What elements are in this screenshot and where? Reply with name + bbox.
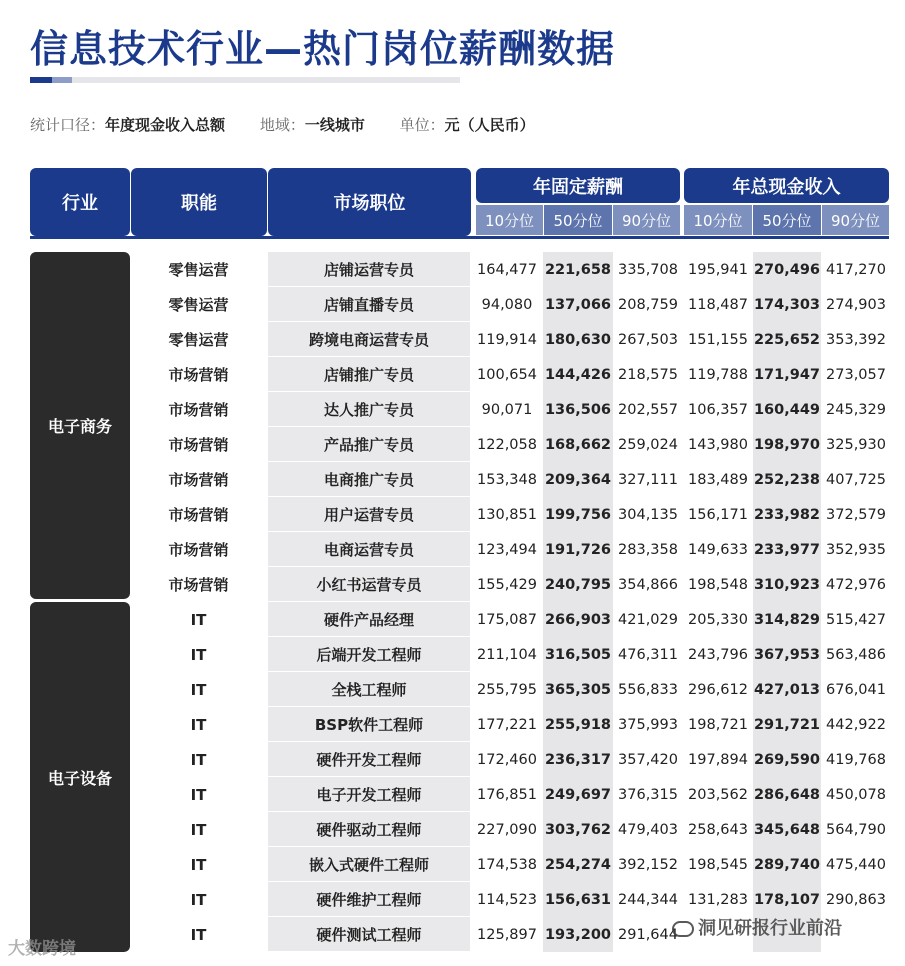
total-p50-cell: 178,107 xyxy=(753,882,821,917)
page-title: 信息技术行业—热门岗位薪酬数据 xyxy=(30,27,616,71)
function-cell: IT xyxy=(190,610,207,629)
header-divider xyxy=(30,236,889,239)
table-row xyxy=(130,462,890,497)
total-p50-cell: 367,953 xyxy=(753,637,821,672)
fixed-p90-cell: 375,993 xyxy=(618,716,678,733)
meta-line xyxy=(30,114,565,135)
total-p50-cell: 289,740 xyxy=(753,847,821,882)
fixed-p10-cell: 177,221 xyxy=(477,716,537,733)
function-cell: IT xyxy=(190,855,207,874)
fixed-p90-cell: 291,644 xyxy=(618,926,678,943)
position-cell: 硬件开发工程师 xyxy=(268,742,470,777)
table-row xyxy=(130,357,890,392)
fixed-p10-cell: 114,523 xyxy=(477,891,537,908)
total-p90-cell: 417,270 xyxy=(826,261,886,278)
position-cell: 店铺推广专员 xyxy=(268,357,470,392)
fixed-p90-cell: 376,315 xyxy=(618,786,678,803)
position-cell: 用户运营专员 xyxy=(268,497,470,532)
total-p10-cell: 106,357 xyxy=(688,401,748,418)
function-cell: 零售运营 xyxy=(168,296,229,314)
fixed-p50-cell: 199,756 xyxy=(543,497,613,532)
function-cell: IT xyxy=(190,820,207,839)
function-cell: IT xyxy=(190,645,207,664)
total-p90-cell: 290,863 xyxy=(826,891,886,908)
position-cell: 嵌入式硬件工程师 xyxy=(268,847,470,882)
total-p10-cell: 258,643 xyxy=(688,821,748,838)
total-p90-cell: 352,935 xyxy=(826,541,886,558)
fixed-p10-cell: 90,071 xyxy=(481,401,533,418)
total-p90-cell: 353,392 xyxy=(826,331,886,348)
total-p90-cell: 274,903 xyxy=(826,296,886,313)
table-row xyxy=(130,812,890,847)
position-cell: 店铺运营专员 xyxy=(268,252,470,287)
fixed-p90-cell: 479,403 xyxy=(618,821,678,838)
position-cell: 达人推广专员 xyxy=(268,392,470,427)
total-p10-cell: 143,980 xyxy=(688,436,748,453)
fixed-p90-cell: 267,503 xyxy=(618,331,678,348)
fixed-p50-cell: 156,631 xyxy=(543,882,613,917)
table-row xyxy=(130,847,890,882)
function-cell: IT xyxy=(190,925,207,944)
table-row xyxy=(130,637,890,672)
function-cell: 市场营销 xyxy=(168,436,229,454)
total-p50-cell: 310,923 xyxy=(753,567,821,602)
table-row xyxy=(130,602,890,637)
header-fixed-p50: 50分位 xyxy=(544,205,612,235)
total-p50-cell: 225,652 xyxy=(753,322,821,357)
wechat-icon xyxy=(672,921,694,937)
fixed-p10-cell: 94,080 xyxy=(481,296,533,313)
fixed-p10-cell: 122,058 xyxy=(477,436,537,453)
function-cell: IT xyxy=(190,890,207,909)
header-fixed-p10: 10分位 xyxy=(476,205,543,235)
title-underline xyxy=(30,77,460,83)
total-p10-cell: 131,283 xyxy=(688,891,748,908)
fixed-p10-cell: 174,538 xyxy=(477,856,537,873)
position-cell: 全栈工程师 xyxy=(268,672,470,707)
total-p50-cell: 198,970 xyxy=(753,427,821,462)
fixed-p10-cell: 155,429 xyxy=(477,576,537,593)
fixed-p50-cell: 180,630 xyxy=(543,322,613,357)
total-p10-cell: 195,941 xyxy=(688,261,748,278)
total-p10-cell: 198,545 xyxy=(688,856,748,873)
function-cell: 零售运营 xyxy=(168,261,229,279)
basis-key: 统计口径： xyxy=(30,116,106,134)
fixed-p10-cell: 175,087 xyxy=(477,611,537,628)
fixed-p50-cell: 266,903 xyxy=(543,602,613,637)
total-p10-cell: 203,562 xyxy=(688,786,748,803)
total-p50-cell: 314,829 xyxy=(753,602,821,637)
position-cell: 跨境电商运营专员 xyxy=(268,322,470,357)
header-total-p50: 50分位 xyxy=(753,205,821,235)
fixed-p90-cell: 327,111 xyxy=(618,471,678,488)
category-ecommerce: 电子商务 xyxy=(30,252,130,599)
table-row xyxy=(130,427,890,462)
table-row xyxy=(130,777,890,812)
total-p50-cell: 269,590 xyxy=(753,742,821,777)
total-p50-cell: 233,977 xyxy=(753,532,821,567)
fixed-p90-cell: 335,708 xyxy=(618,261,678,278)
table-row xyxy=(130,567,890,602)
total-p10-cell: 119,788 xyxy=(688,366,748,383)
header-industry: 行业 xyxy=(30,168,130,236)
unit-key: 单位： xyxy=(399,116,445,134)
fixed-p50-cell: 191,726 xyxy=(543,532,613,567)
total-p10-cell: 149,633 xyxy=(688,541,748,558)
region-value: 一线城市 xyxy=(304,116,365,134)
fixed-p50-cell: 221,658 xyxy=(543,252,613,287)
fixed-p50-cell: 303,762 xyxy=(543,812,613,847)
fixed-p90-cell: 244,344 xyxy=(618,891,678,908)
fixed-p10-cell: 255,795 xyxy=(477,681,537,698)
fixed-p90-cell: 476,311 xyxy=(618,646,678,663)
fixed-p10-cell: 119,914 xyxy=(477,331,537,348)
fixed-p90-cell: 304,135 xyxy=(618,506,678,523)
function-cell: IT xyxy=(190,750,207,769)
header-fixed-salary: 年固定薪酬 xyxy=(476,168,680,203)
total-p10-cell: 205,330 xyxy=(688,611,748,628)
function-cell: 零售运营 xyxy=(168,331,229,349)
table-row xyxy=(130,672,890,707)
position-cell: 店铺直播专员 xyxy=(268,287,470,322)
fixed-p10-cell: 164,477 xyxy=(477,261,537,278)
fixed-p50-cell: 365,305 xyxy=(543,672,613,707)
fixed-p50-cell: 168,662 xyxy=(543,427,613,462)
position-cell: BSP软件工程师 xyxy=(268,707,470,742)
table-row xyxy=(130,532,890,567)
position-cell: 电子开发工程师 xyxy=(268,777,470,812)
position-cell: 小红书运营专员 xyxy=(268,567,470,602)
header-fixed-p90: 90分位 xyxy=(613,205,680,235)
total-p90-cell: 325,930 xyxy=(826,436,886,453)
total-p10-cell: 296,612 xyxy=(688,681,748,698)
fixed-p10-cell: 153,348 xyxy=(477,471,537,488)
total-p50-cell: 270,496 xyxy=(753,252,821,287)
fixed-p50-cell: 193,200 xyxy=(543,917,613,952)
position-cell: 产品推广专员 xyxy=(268,427,470,462)
position-cell: 电商运营专员 xyxy=(268,532,470,567)
total-p90-cell: 442,922 xyxy=(826,716,886,733)
total-p10-cell: 183,489 xyxy=(688,471,748,488)
total-p90-cell: 450,078 xyxy=(826,786,886,803)
region-key: 地域： xyxy=(259,116,305,134)
fixed-p50-cell: 137,066 xyxy=(543,287,613,322)
basis-value: 年度现金收入总额 xyxy=(105,116,226,134)
total-p10-cell: 156,171 xyxy=(688,506,748,523)
total-p50-cell: 286,648 xyxy=(753,777,821,812)
fixed-p10-cell: 172,460 xyxy=(477,751,537,768)
fixed-p10-cell: 100,654 xyxy=(477,366,537,383)
fixed-p10-cell: 125,897 xyxy=(477,926,537,943)
fixed-p90-cell: 218,575 xyxy=(618,366,678,383)
header-function: 职能 xyxy=(131,168,267,236)
total-p50-cell: 427,013 xyxy=(753,672,821,707)
fixed-p50-cell: 255,918 xyxy=(543,707,613,742)
function-cell: 市场营销 xyxy=(168,506,229,524)
fixed-p50-cell: 316,505 xyxy=(543,637,613,672)
watermark-right-text: 洞见研报行业前沿 xyxy=(698,918,842,939)
fixed-p90-cell: 208,759 xyxy=(618,296,678,313)
watermark-left: 大数跨境 xyxy=(8,939,76,959)
fixed-p90-cell: 283,358 xyxy=(618,541,678,558)
table-row xyxy=(130,742,890,777)
header-total-p10: 10分位 xyxy=(684,205,752,235)
fixed-p90-cell: 202,557 xyxy=(618,401,678,418)
function-cell: IT xyxy=(190,680,207,699)
total-p50-cell: 252,238 xyxy=(753,462,821,497)
fixed-p90-cell: 556,833 xyxy=(618,681,678,698)
total-p50-cell: 233,982 xyxy=(753,497,821,532)
fixed-p50-cell: 249,697 xyxy=(543,777,613,812)
fixed-p90-cell: 392,152 xyxy=(618,856,678,873)
function-cell: IT xyxy=(190,715,207,734)
fixed-p50-cell: 240,795 xyxy=(543,567,613,602)
fixed-p90-cell: 421,029 xyxy=(618,611,678,628)
fixed-p10-cell: 211,104 xyxy=(477,646,537,663)
fixed-p90-cell: 357,420 xyxy=(618,751,678,768)
table-row xyxy=(130,287,890,322)
fixed-p10-cell: 227,090 xyxy=(477,821,537,838)
position-cell: 硬件驱动工程师 xyxy=(268,812,470,847)
total-p90-cell: 372,579 xyxy=(826,506,886,523)
total-p10-cell: 198,548 xyxy=(688,576,748,593)
total-p10-cell: 151,155 xyxy=(688,331,748,348)
fixed-p50-cell: 136,506 xyxy=(543,392,613,427)
header-total-cash: 年总现金收入 xyxy=(684,168,889,203)
total-p90-cell: 419,768 xyxy=(826,751,886,768)
total-p90-cell: 472,976 xyxy=(826,576,886,593)
header-total-p90: 90分位 xyxy=(822,205,889,235)
total-p10-cell: 198,721 xyxy=(688,716,748,733)
function-cell: 市场营销 xyxy=(168,541,229,559)
fixed-p50-cell: 209,364 xyxy=(543,462,613,497)
position-cell: 硬件产品经理 xyxy=(268,602,470,637)
fixed-p10-cell: 176,851 xyxy=(477,786,537,803)
total-p10-cell: 118,487 xyxy=(688,296,748,313)
total-p50-cell: 171,947 xyxy=(753,357,821,392)
fixed-p50-cell: 144,426 xyxy=(543,357,613,392)
function-cell: 市场营销 xyxy=(168,401,229,419)
fixed-p90-cell: 354,866 xyxy=(618,576,678,593)
fixed-p50-cell: 236,317 xyxy=(543,742,613,777)
total-p90-cell: 676,041 xyxy=(826,681,886,698)
table-row xyxy=(130,322,890,357)
function-cell: IT xyxy=(190,785,207,804)
fixed-p10-cell: 130,851 xyxy=(477,506,537,523)
function-cell: 市场营销 xyxy=(168,576,229,594)
position-cell: 硬件测试工程师 xyxy=(268,917,470,952)
fixed-p10-cell: 123,494 xyxy=(477,541,537,558)
total-p50-cell: 174,303 xyxy=(753,287,821,322)
total-p90-cell: 273,057 xyxy=(826,366,886,383)
total-p90-cell: 515,427 xyxy=(826,611,886,628)
category-electronics: 电子设备 xyxy=(30,602,130,952)
function-cell: 市场营销 xyxy=(168,471,229,489)
total-p50-cell: 345,648 xyxy=(753,812,821,847)
total-p90-cell: 475,440 xyxy=(826,856,886,873)
header-position: 市场职位 xyxy=(268,168,471,236)
watermark-right xyxy=(672,914,842,940)
table-row xyxy=(130,707,890,742)
table-row xyxy=(130,882,890,917)
total-p50-cell: 160,449 xyxy=(753,392,821,427)
position-cell: 后端开发工程师 xyxy=(268,637,470,672)
position-cell: 硬件维护工程师 xyxy=(268,882,470,917)
unit-value: 元（人民币） xyxy=(444,116,535,134)
table-row xyxy=(130,497,890,532)
total-p90-cell: 407,725 xyxy=(826,471,886,488)
fixed-p50-cell: 254,274 xyxy=(543,847,613,882)
function-cell: 市场营销 xyxy=(168,366,229,384)
total-p90-cell: 564,790 xyxy=(826,821,886,838)
total-p90-cell: 245,329 xyxy=(826,401,886,418)
position-cell: 电商推广专员 xyxy=(268,462,470,497)
total-p90-cell: 563,486 xyxy=(826,646,886,663)
total-p10-cell: 243,796 xyxy=(688,646,748,663)
total-p10-cell: 197,894 xyxy=(688,751,748,768)
table-row xyxy=(130,392,890,427)
table-row xyxy=(130,252,890,287)
total-p50-cell: 291,721 xyxy=(753,707,821,742)
fixed-p90-cell: 259,024 xyxy=(618,436,678,453)
